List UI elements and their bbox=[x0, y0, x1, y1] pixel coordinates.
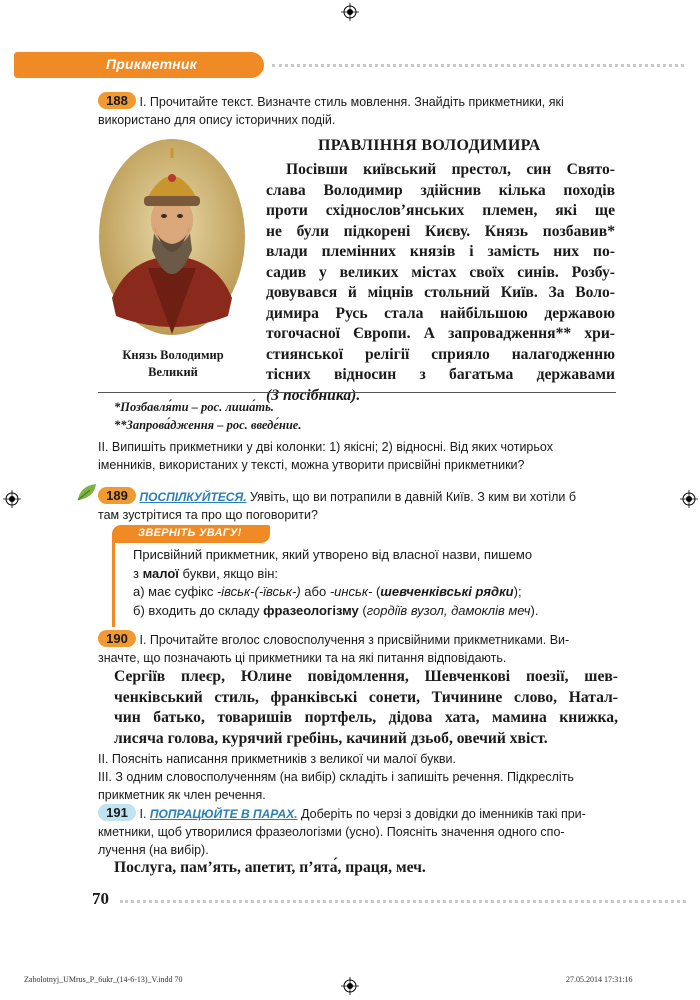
attention-rule-box: Присвійний прикметник, який утворено від власної назви, пишемо з малої букви, якщо він: а) має суфікс -івськ-(-ївськ-) або -инськ- (шевченківські рядки); б) входить до складу фразеологізму (гордіїв вузол, дамоклів меч). bbox=[112, 541, 600, 627]
task-191: 191 І. ПОПРАЦЮЙТЕ В ПАРАХ. Доберіть по черзі з довідки до іменників такі при- кметники, щоб утворилися фразеологізми (усно). Поясніть значення одного спо- лучення (на вибір). bbox=[98, 805, 586, 857]
registration-mark-bottom bbox=[341, 977, 359, 995]
attention-tab: ЗВЕРНІТЬ УВАГУ! bbox=[112, 525, 270, 543]
phrase-line: ченківський стиль, франківські сонети, Тичинине слово, Натал- bbox=[114, 688, 618, 706]
task-191-words: Послуга, пам’ять, апетит, п’ята́, праця, меч. bbox=[114, 859, 426, 876]
section-header-tab: Прикметник bbox=[14, 52, 264, 78]
article-line: слава Володимир здійснив кілька походів bbox=[266, 181, 615, 199]
leaf-icon bbox=[76, 482, 100, 502]
article-source: (З посібника). bbox=[266, 386, 361, 404]
footer-dotted-rule bbox=[120, 900, 686, 903]
task-number-badge: 191 bbox=[98, 804, 136, 821]
discuss-label: ПОСПІЛКУЙТЕСЯ. bbox=[139, 490, 247, 504]
article-line: стиянської релігії сприяло налагодженню bbox=[266, 345, 615, 363]
task-number-badge: 189 bbox=[98, 487, 136, 504]
footnote-2: **Запрова́дження – рос. введе́ние. bbox=[114, 418, 302, 432]
task-188-instruction: 188 І. Прочитайте текст. Визначте стиль мовлення. Знайдіть прикметники, які використано для опису історичних подій. bbox=[98, 93, 564, 127]
task-190-phrases bbox=[114, 667, 618, 749]
header-dotted-rule bbox=[272, 64, 684, 67]
portrait-caption: Князь Володимир Великий bbox=[122, 348, 224, 379]
article-line: тісних відносин з багатьма державами bbox=[266, 366, 615, 383]
task-number-badge: 188 bbox=[98, 92, 136, 109]
article-line: Посівши київський престол, син Свято- bbox=[286, 161, 615, 178]
page-number: 70 bbox=[92, 889, 109, 908]
article-title: ПРАВЛІННЯ ВОЛОДИМИРА bbox=[318, 137, 541, 154]
article-line: димира Русь стала найбільшою державою bbox=[266, 304, 615, 322]
article-line: тогочасної Європи. А запровадження** хри- bbox=[266, 325, 615, 342]
pair-work-label: ПОПРАЦЮЙТЕ В ПАРАХ. bbox=[149, 807, 298, 821]
task-190-parts: ІІ. Поясніть написання прикметників з великої чи малої букви. ІІІ. З одним словосполученням (на вибір) складіть і запишіть речення. Підкресліть прикметник як член речення. bbox=[98, 752, 574, 802]
footnote-1: *Позбавля́ти – рос. лиша́ть. bbox=[114, 400, 274, 414]
phrase-line: лисячa голова, курячий гребінь, качиний дзьоб, овечий хвіст. bbox=[114, 729, 548, 747]
footnote-divider bbox=[98, 392, 616, 393]
print-slug-left: Zabolotnyj_UMrus_P_6ukr_(14-6-13)_V.indd 70 bbox=[24, 975, 183, 984]
article-line: довувався й міцнів стольний Київ. За Воло- bbox=[266, 284, 615, 301]
task-190-instruction: 190 І. Прочитайте вголос словосполучення з присвійними прикметниками. Ви- значте, що позначають ці прикметники та на які питання відповідають. bbox=[98, 631, 570, 665]
article-line: садив у великих містах своїх синів. Розбу- bbox=[266, 263, 615, 281]
task-number-badge: 190 bbox=[98, 630, 136, 647]
task-188-part2: ІІ. Випишіть прикметники у дві колонки: 1) якісні; 2) відносні. Від яких чотирьох іменників, використаних у тексті, можна утворити присвійні прикметники? bbox=[98, 440, 553, 472]
registration-mark-top bbox=[341, 3, 359, 21]
registration-mark-left bbox=[3, 490, 21, 508]
article-body bbox=[266, 160, 615, 406]
phrase-line: Сергіїв плеєр, Юлине повідомлення, Шевченкові поезії, шев- bbox=[114, 668, 618, 685]
article-line: не були підкорені Києву. Князь позбавив* bbox=[266, 222, 615, 240]
registration-mark-right bbox=[680, 490, 698, 508]
prince-volodymyr-portrait bbox=[98, 138, 246, 336]
footnotes bbox=[114, 398, 301, 434]
article-line: влади племінних князів і замість них по- bbox=[266, 243, 615, 260]
print-slug-right: 27.05.2014 17:31:16 bbox=[566, 975, 633, 984]
article-line: проти східнослов’янських племен, які ще bbox=[266, 202, 615, 219]
phrase-line: чин батько, товаришів портфель, дідова хата, мамина книжка, bbox=[114, 709, 618, 726]
task-189: 189 ПОСПІЛКУЙТЕСЯ. Уявіть, що ви потрапили в давній Київ. З ким ви хотіли б там зустрітися та про що поговорити? bbox=[98, 488, 577, 522]
